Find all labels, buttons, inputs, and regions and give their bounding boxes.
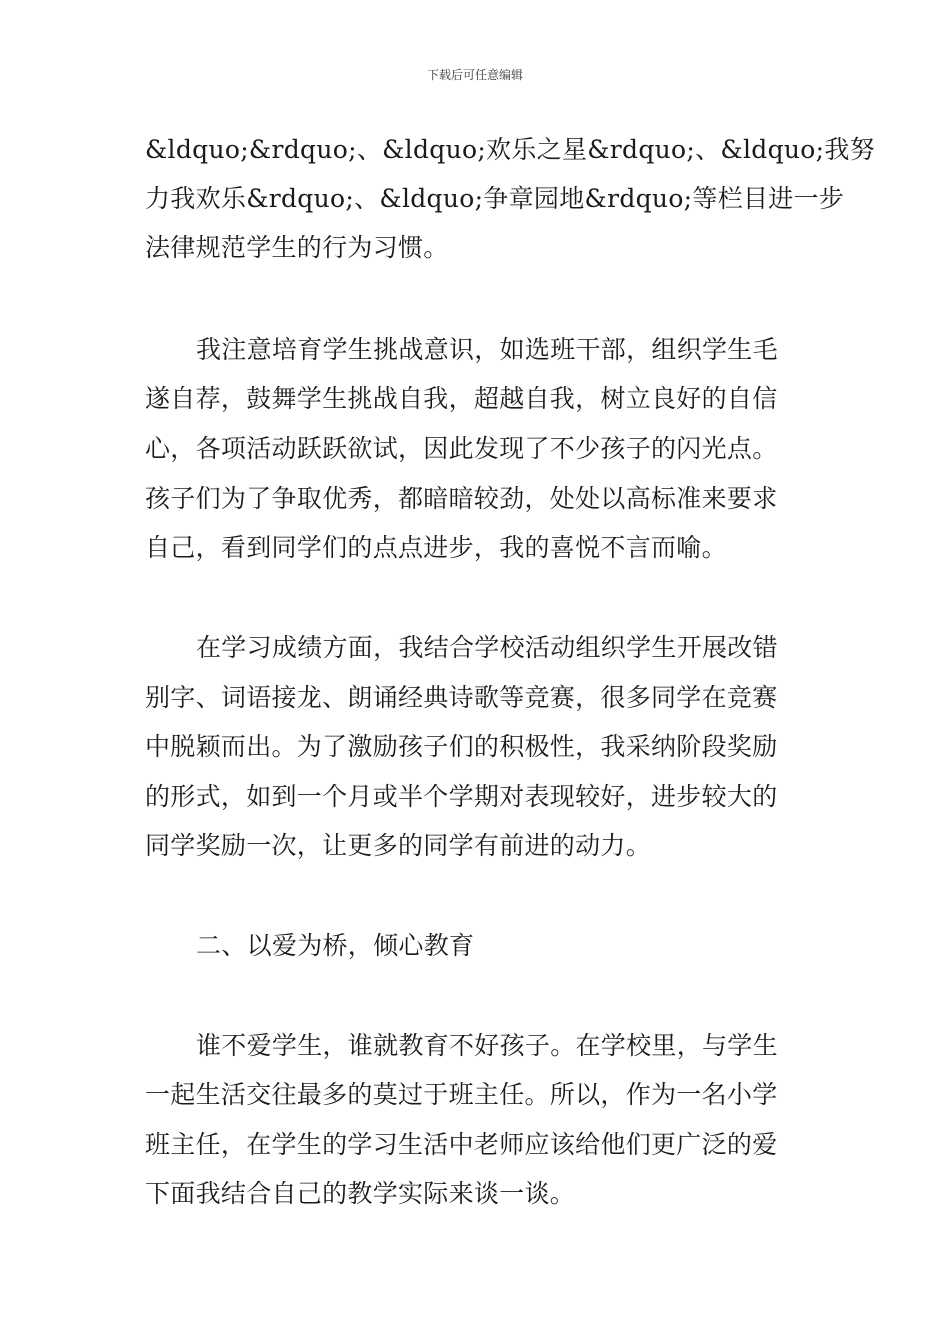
text-line: 在学习成绩方面，我结合学校活动组织学生开展改错 bbox=[196, 633, 778, 662]
text-line: 一起生活交往最多的莫过于班主任。所以，作为一名小学 bbox=[145, 1080, 778, 1109]
text-line: 别字、词语接龙、朗诵经典诗歌等竞赛，很多同学在竞赛 bbox=[145, 683, 778, 712]
section-heading: 二、以爱为桥，倾心教育 bbox=[196, 931, 475, 960]
text-line: 自己，看到同学们的点点进步，我的喜悦不言而喻。 bbox=[145, 533, 727, 562]
text-line: &ldquo;&rdquo;、&ldquo;欢乐之星&rdquo;、&ldquo;我努 bbox=[145, 135, 875, 164]
text-line: 心，各项活动跃跃欲试，因此发现了不少孩子的闪光点。 bbox=[145, 434, 778, 463]
text-line: 孩子们为了争取优秀，都暗暗较劲，处处以高标准来要求 bbox=[145, 484, 778, 513]
text-line: 班主任，在学生的学习生活中老师应该给他们更广泛的爱 bbox=[145, 1130, 778, 1159]
text-line: 遂自荐，鼓舞学生挑战自我，超越自我，树立良好的自信 bbox=[145, 384, 778, 413]
text-line: 谁不爱学生，谁就教育不好孩子。在学校里，与学生 bbox=[196, 1031, 778, 1060]
text-line: 我注意培育学生挑战意识，如选班干部，组织学生毛 bbox=[196, 335, 778, 364]
text-line: 同学奖励一次，让更多的同学有前进的动力。 bbox=[145, 831, 652, 860]
text-line: 的形式，如到一个月或半个学期对表现较好，进步较大的 bbox=[145, 782, 778, 811]
page-header: 下载后可任意编辑 bbox=[426, 68, 523, 82]
text-line: 力我欢乐&rdquo;、&ldquo;争章园地&rdquo;等栏目进一步 bbox=[145, 184, 845, 213]
text-line: 下面我结合自己的教学实际来谈一谈。 bbox=[145, 1179, 576, 1208]
text-line: 法律规范学生的行为习惯。 bbox=[145, 233, 449, 262]
text-line: 中脱颖而出。为了激励孩子们的积极性，我采纳阶段奖励 bbox=[145, 732, 778, 761]
